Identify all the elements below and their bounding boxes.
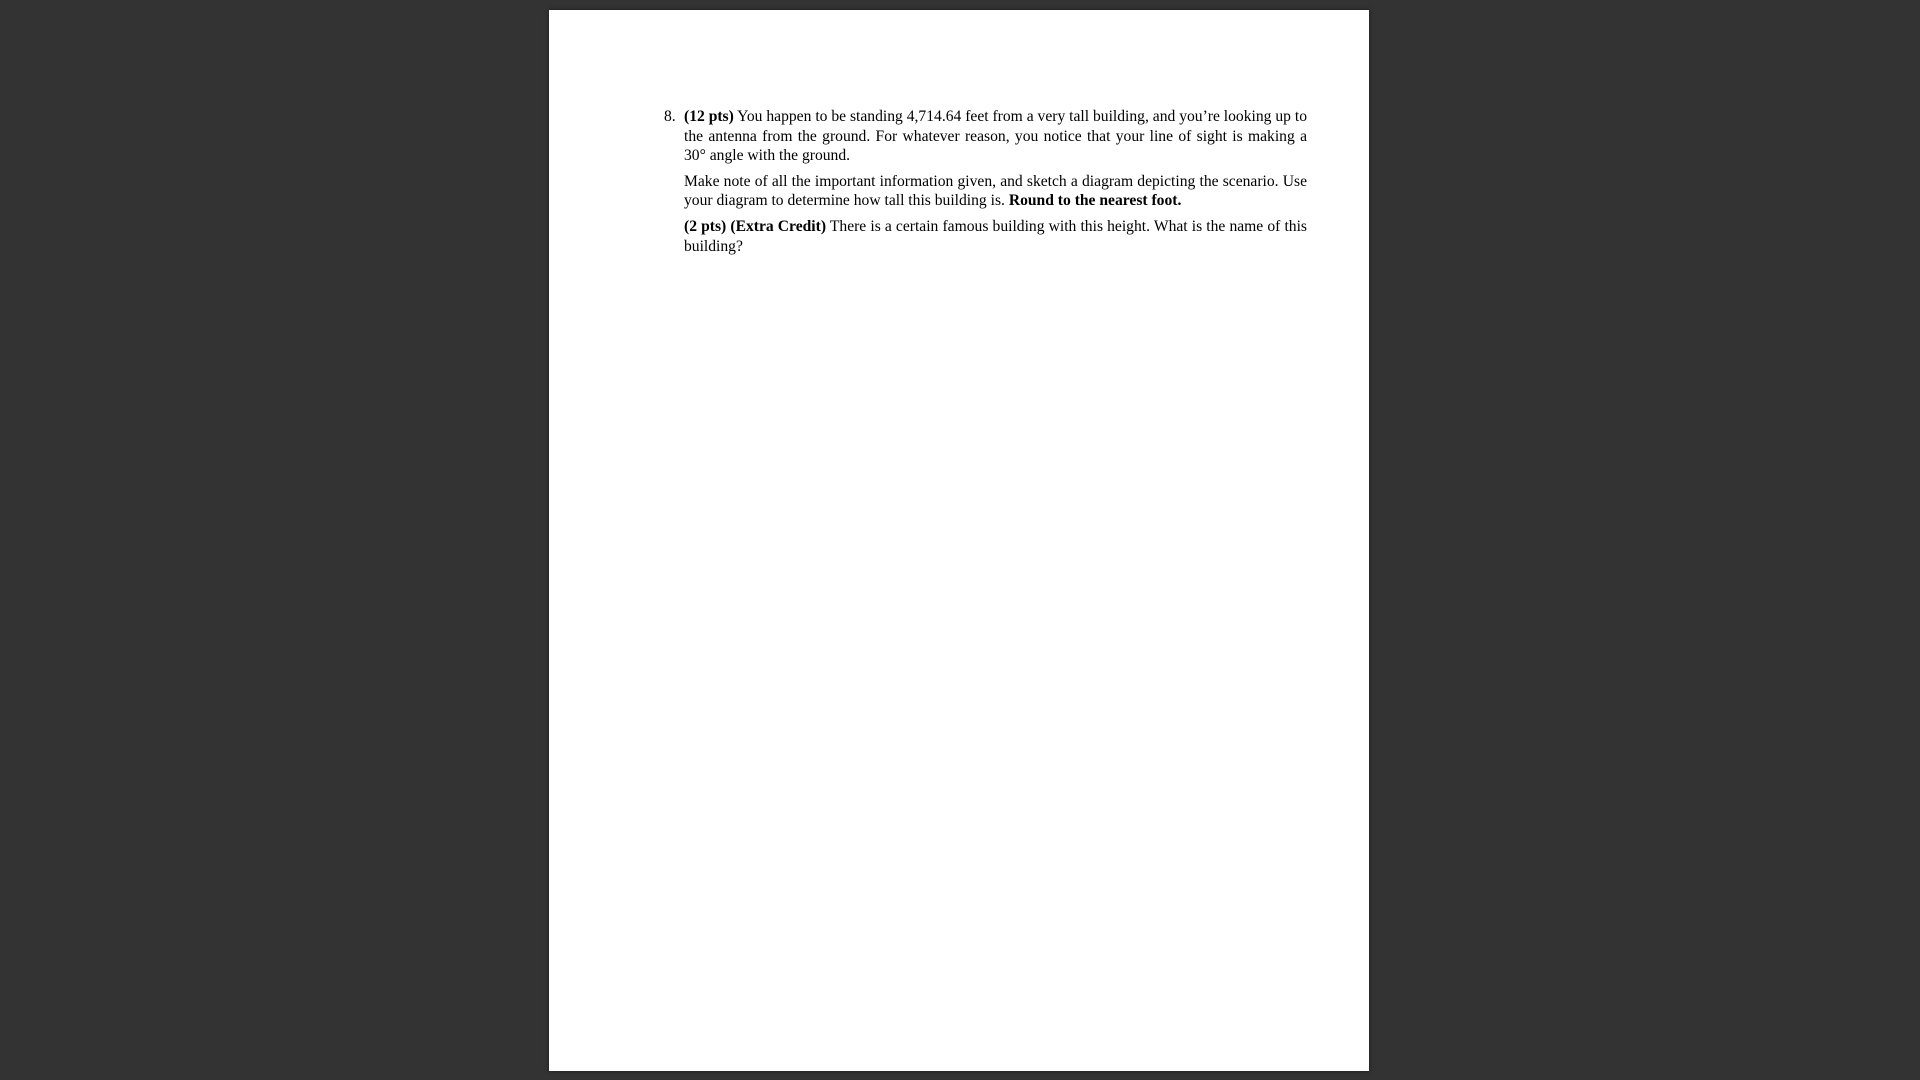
- problem-body: [684, 107, 1307, 256]
- rounding-instruction: Round to the nearest foot.: [1008, 192, 1182, 210]
- problem-paragraph-2: [684, 172, 1307, 211]
- problem-paragraph-1: [684, 107, 1307, 166]
- points-label: (12 pts): [684, 108, 734, 125]
- paragraph-1-text: You happen to be standing 4,714.64 feet from a very tall building, and you’re looking up to the antenna from the ground. For whatever reason, you notice that your line of sight is making a 30° angle with the ground.: [684, 108, 1307, 165]
- document-page: [549, 10, 1369, 1071]
- paragraph-2-text: Make note of all the important information given, and sketch a diagram depicting the scenario. Use your diagram to determine how tall this building is.: [684, 172, 1307, 210]
- extra-credit-text: There is a certain famous building with this height. What is the name of this building?: [684, 217, 1308, 255]
- extra-credit-paragraph: [684, 217, 1307, 256]
- problem-number: 8.: [664, 108, 676, 125]
- extra-credit-label: (2 pts) (Extra Credit): [684, 217, 827, 235]
